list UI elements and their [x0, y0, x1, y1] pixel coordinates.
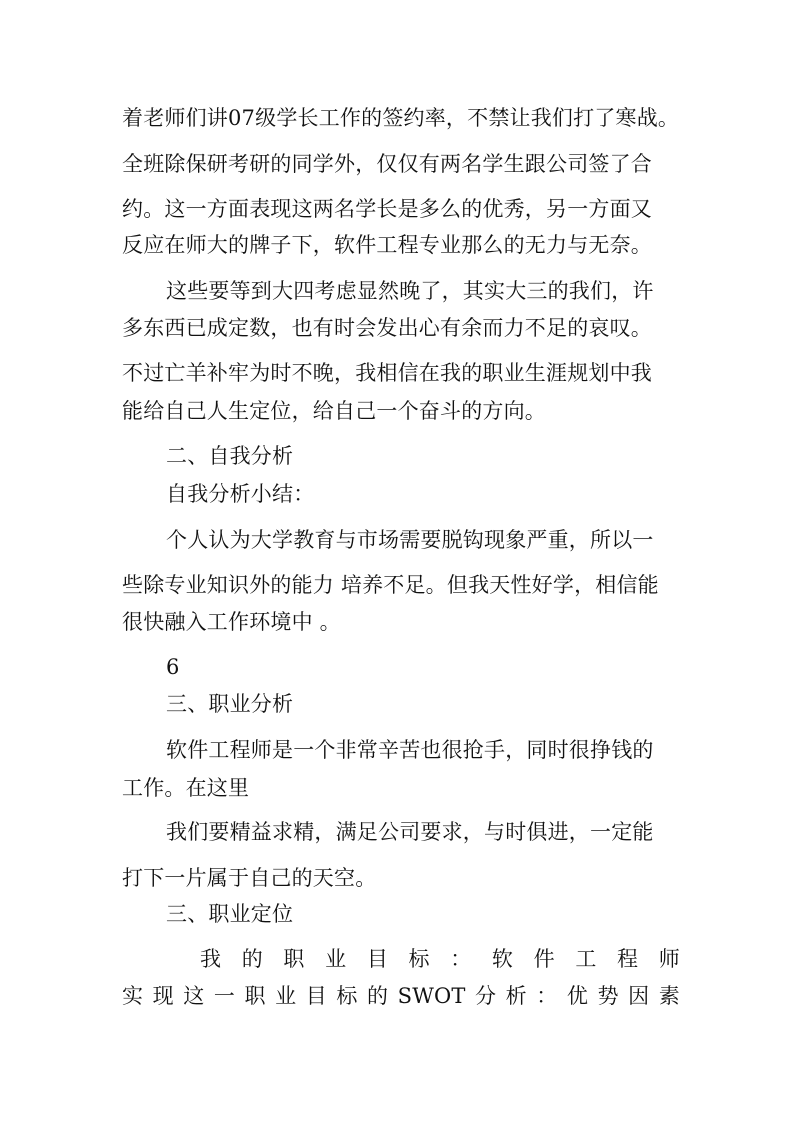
swot-char: 这 [183, 984, 205, 1008]
goal-char: 的 [241, 947, 263, 971]
goal-char: 职 [283, 947, 305, 971]
goal-char: 标 [408, 947, 430, 971]
paragraph-line: 些除专业知识外的能力 培养不足。但我天性好学，相信能 [122, 573, 659, 597]
paragraph-line: 工作。在这里 [122, 776, 250, 800]
swot-char: 的 [367, 984, 389, 1008]
goal-char: 我 [200, 947, 222, 971]
swot-char: 职 [244, 984, 266, 1008]
swot-char: 现 [152, 984, 174, 1008]
paragraph-line: 个人认为大学教育与市场需要脱钩现象严重，所以一 [166, 528, 654, 552]
paragraph-line: 多东西已成定数，也有时会发出心有余而力不足的哀叹。 [122, 316, 652, 340]
career-goal-line [200, 945, 680, 973]
swot-analysis-line [122, 982, 680, 1010]
swot-char: 目 [305, 984, 327, 1008]
swot-char: 一 [213, 984, 236, 1008]
paragraph-line: 打下一片属于自己的天空。 [122, 866, 377, 890]
swot-char: 因 [628, 984, 650, 1008]
goal-char: 业 [325, 947, 347, 971]
paragraph-line: 能给自己人生定位，给自己一个奋斗的方向。 [122, 399, 546, 423]
goal-char: 师 [658, 947, 680, 971]
paragraph-line: 这些要等到大四考虑显然晚了，其实大三的我们，许 [166, 279, 654, 303]
paragraph-line: 着老师们讲07级学长工作的签约率，不禁让我们打了寒战。 [122, 106, 680, 130]
subsection-heading: 自我分析小结： [166, 482, 315, 506]
goal-char: 程 [617, 947, 639, 971]
swot-char: 实 [122, 984, 144, 1008]
swot-char: SWOT [397, 984, 466, 1008]
paragraph-line: 全班除保研考研的同学外，仅仅有两名学生跟公司签了合 [122, 152, 652, 176]
paragraph-line: 软件工程师是一个非常辛苦也很抢手，同时很挣钱的 [166, 738, 654, 762]
paragraph-line: 约。这一方面表现这两名学长是多么的优秀，另一方面又 [122, 197, 652, 221]
paragraph-line: 我们要精益求精，满足公司要求，与时俱进，一定能 [166, 820, 654, 844]
page-number: 6 [166, 655, 180, 679]
swot-char: 析 [505, 984, 527, 1008]
goal-char: ： [450, 947, 472, 971]
swot-char: 素 [658, 984, 680, 1008]
section-heading: 三、职业分析 [166, 692, 294, 716]
paragraph-line: 不过亡羊补牢为时不晚，我相信在我的职业生涯规划中我 [122, 361, 652, 385]
swot-char: 标 [336, 984, 358, 1008]
swot-char: 优 [566, 984, 589, 1008]
paragraph-line: 很快融入工作环境中 。 [122, 610, 341, 634]
swot-char: ： [536, 984, 558, 1008]
swot-char: 势 [597, 984, 619, 1008]
paragraph-line: 反应在师大的牌子下，软件工程专业那么的无力与无奈。 [122, 233, 652, 257]
goal-char: 目 [366, 947, 389, 971]
section-heading: 二、自我分析 [166, 444, 294, 468]
goal-char: 软 [491, 947, 514, 971]
swot-char: 业 [275, 984, 297, 1008]
goal-char: 件 [533, 947, 555, 971]
goal-char: 工 [575, 947, 597, 971]
swot-char: 分 [475, 984, 497, 1008]
section-heading: 三、职业定位 [166, 902, 294, 926]
